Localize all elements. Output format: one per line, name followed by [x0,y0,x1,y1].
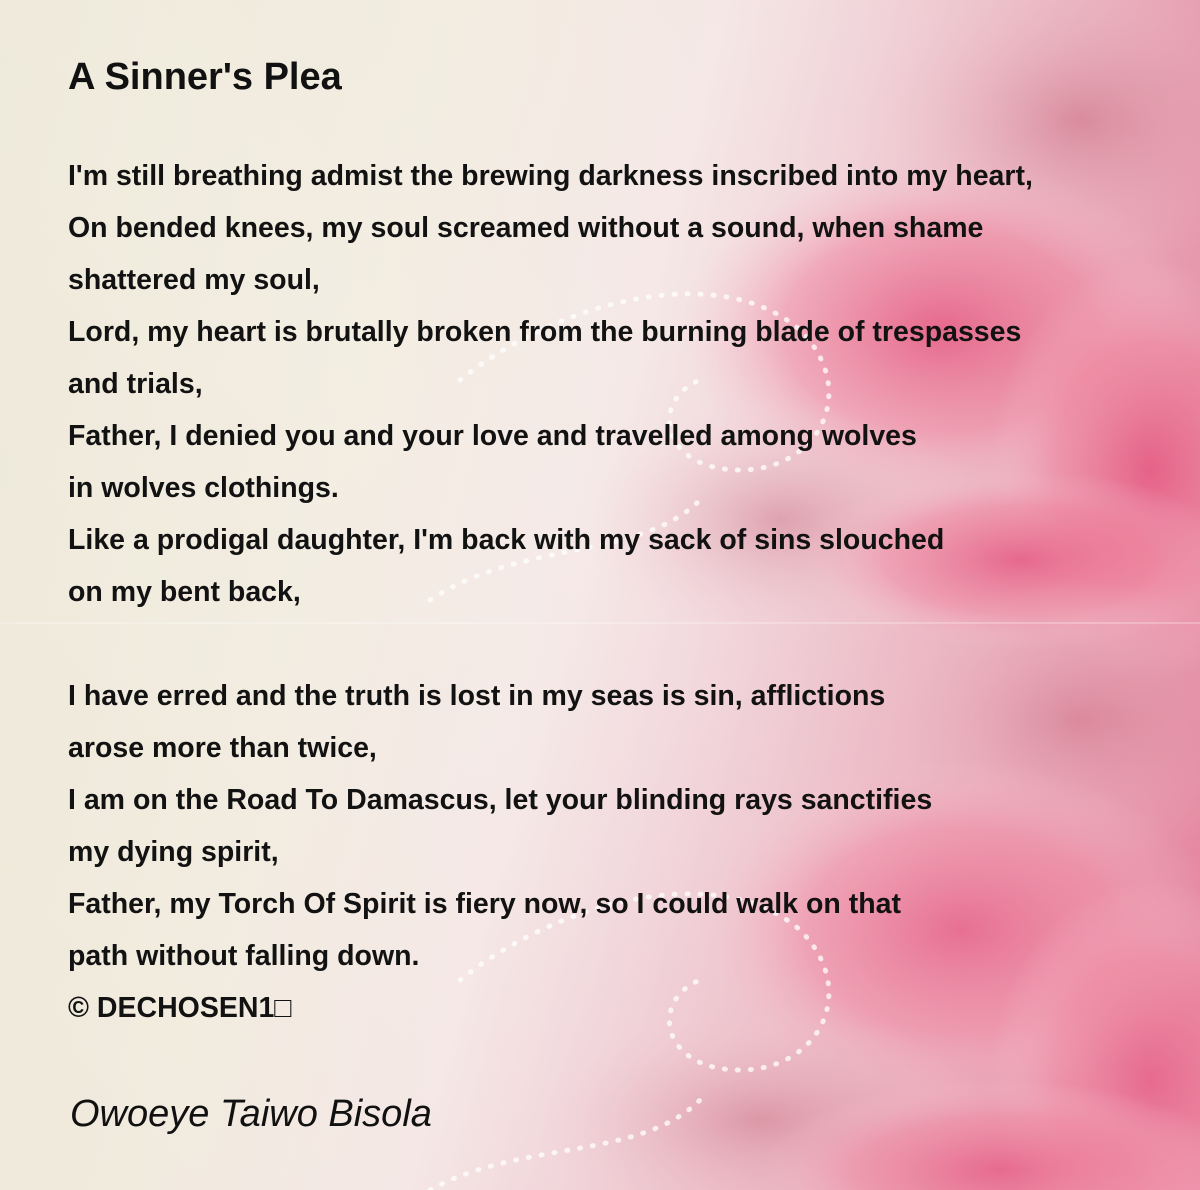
poem-body [68,150,1178,1034]
poem-title: A Sinner's Plea [68,56,342,98]
poem-line: Father, my Torch Of Spirit is fiery now, so I could walk on that [68,888,901,920]
poem-line: I have erred and the truth is lost in my seas is sin, afflictions [68,680,886,712]
stanza-break [68,618,1178,670]
poem-line: I'm still breathing admist the brewing darkness inscribed into my heart, [68,160,1033,192]
poem-line: in wolves clothings. [68,472,339,504]
poem-author: Owoeye Taiwo Bisola [70,1093,432,1135]
poem-line: Like a prodigal daughter, I'm back with my sack of sins slouched [68,524,945,556]
poem-line: On bended knees, my soul screamed without a sound, when shame [68,212,984,244]
poem-line: arose more than twice, [68,732,377,764]
poem-line: my dying spirit, [68,836,279,868]
poem-line: I am on the Road To Damascus, let your blinding rays sanctifies [68,784,933,816]
poem-line: on my bent back, [68,576,301,608]
poem-line: and trials, [68,368,203,400]
poem-line: path without falling down. [68,940,420,972]
copyright-line: © DECHOSEN1□ [68,992,292,1024]
poem-line: Father, I denied you and your love and travelled among wolves [68,420,917,452]
poem-line: shattered my soul, [68,264,320,296]
poem-line: Lord, my heart is brutally broken from the burning blade of trespasses [68,316,1022,348]
